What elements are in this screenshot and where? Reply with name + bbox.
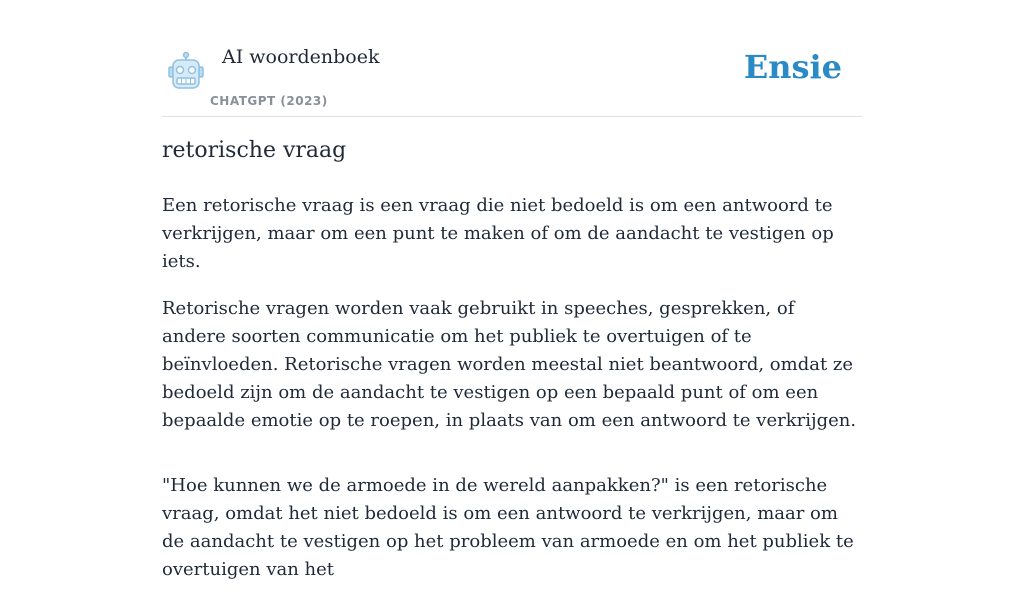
definition-example: "Hoe kunnen we de armoede in de wereld aanpakken?" is een retorische vraag, omdat het niet bedoeld is om een antwoord te verkrijgen, maar om de aandacht te vestigen op het probleem van armoede en om het publiek te overtuigen van het <box>162 475 854 580</box>
definition-paragraph: Een retorische vraag is een vraag die niet bedoeld is om een antwoord te verkrijgen, maar om een punt te maken of om de aandacht te vestigen op iets. <box>162 195 834 272</box>
robot-icon <box>166 52 206 90</box>
source-subtitle: CHATGPT (2023) <box>210 94 328 108</box>
definition-paragraph: Retorische vragen worden vaak gebruikt in speeches, gesprekken, of andere soorten communicatie om het publiek te overtuigen of te beïnvloeden. Retorische vragen worden meestal niet beantwoord, omdat ze bedoeld zijn om de aandacht te vestigen op een bepaald punt of om een bepaalde emotie op te roepen, in plaats van om een antwoord te verkrijgen. <box>162 298 857 431</box>
ensie-logo-link[interactable]: Ensie <box>743 48 842 86</box>
term-title: retorische vraag <box>162 138 347 163</box>
definition-header <box>162 40 862 117</box>
definition-body <box>162 192 862 603</box>
source-title[interactable]: AI woordenboek <box>222 46 380 68</box>
